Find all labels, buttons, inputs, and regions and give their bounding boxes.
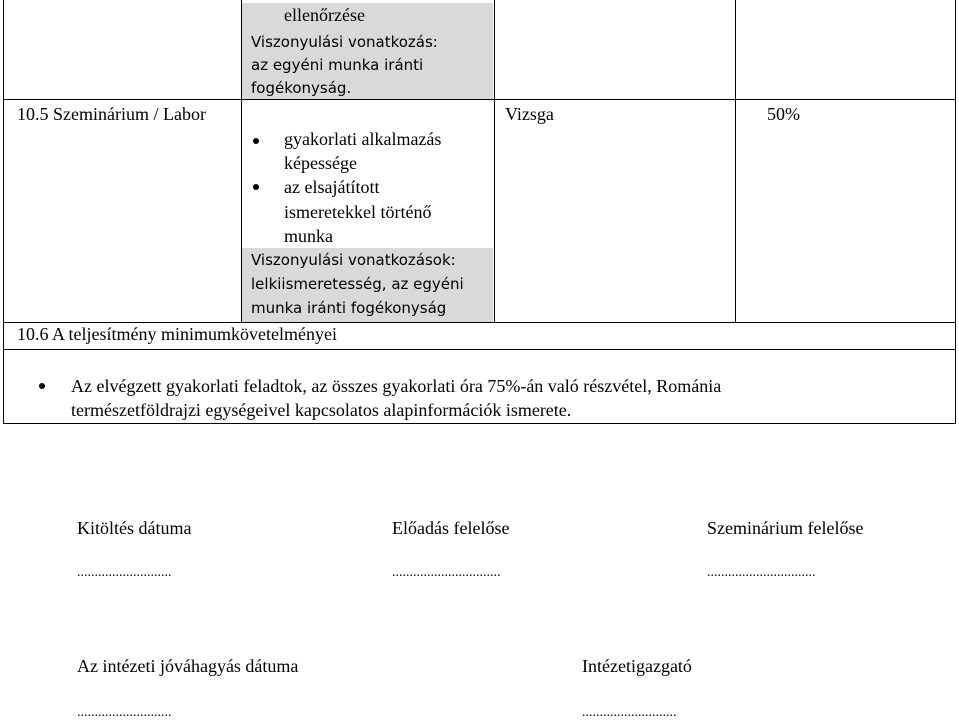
director-dots: ........................... [582,705,677,720]
bullet-2-line-2: ismeretekkel történő [284,202,432,222]
table-border-col3 [735,0,736,323]
evaluation-percent: 50% [767,104,800,124]
row-divider-1 [3,99,956,100]
attitude-line-2: lelkiismeretesség, az egyéni [251,275,464,293]
table-border-bottom [3,423,956,424]
row-divider-3 [3,349,956,350]
bullet-1-line-2: képessége [284,153,357,173]
attitude-line-1: Viszonyulási vonatkozások: [251,251,456,269]
table-border-left [3,0,4,424]
evaluation-method: Vizsga [505,104,554,124]
bullet-2-line-1: az elsajátított [284,177,380,197]
methods-line-2: Viszonyulási vonatkozás: [251,33,438,51]
bullet-1 [253,138,259,144]
min-req-bullet [39,383,45,389]
bullet-2 [253,184,259,190]
bullet-2-line-3: munka [284,226,333,246]
approval-date-label: Az intézeti jóváhagyás dátuma [77,656,299,676]
seminar-responsible-dots: ............................... [707,565,816,580]
fill-date-label: Kitöltés dátuma [77,518,192,538]
fill-date-dots: ........................... [77,565,172,580]
lecture-responsible-dots: ............................... [392,565,501,580]
director-label: Intézetigazgató [582,656,692,676]
seminar-responsible-label: Szeminárium felelőse [707,518,864,538]
min-req-line-1: Az elvégzett gyakorlati feladtok, az összes gyakorlati óra 75%-án való részvétel, Románia [71,376,722,396]
methods-line-3: az egyéni munka iránti [251,56,424,74]
seminar-label: 10.5 Szeminárium / Labor [17,104,206,124]
approval-date-dots: ........................... [77,705,172,720]
row-divider-2 [3,322,956,323]
lecture-responsible-label: Előadás felelőse [392,518,510,538]
methods-line-4: fogékonyság. [251,79,352,97]
table-border-col1 [241,0,242,323]
min-req-heading: 10.6 A teljesítmény minimumkövetelményei [17,324,337,344]
table-border-col2 [494,0,495,323]
methods-line-1: ellenőrzése [284,5,365,25]
min-req-line-2: természetföldrajzi egységeivel kapcsolatos alapinformációk ismerete. [71,400,572,420]
bullet-1-line-1: gyakorlati alkalmazás [284,129,442,149]
attitude-line-3: munka iránti fogékonyság [251,299,447,317]
table-border-right [955,0,956,424]
